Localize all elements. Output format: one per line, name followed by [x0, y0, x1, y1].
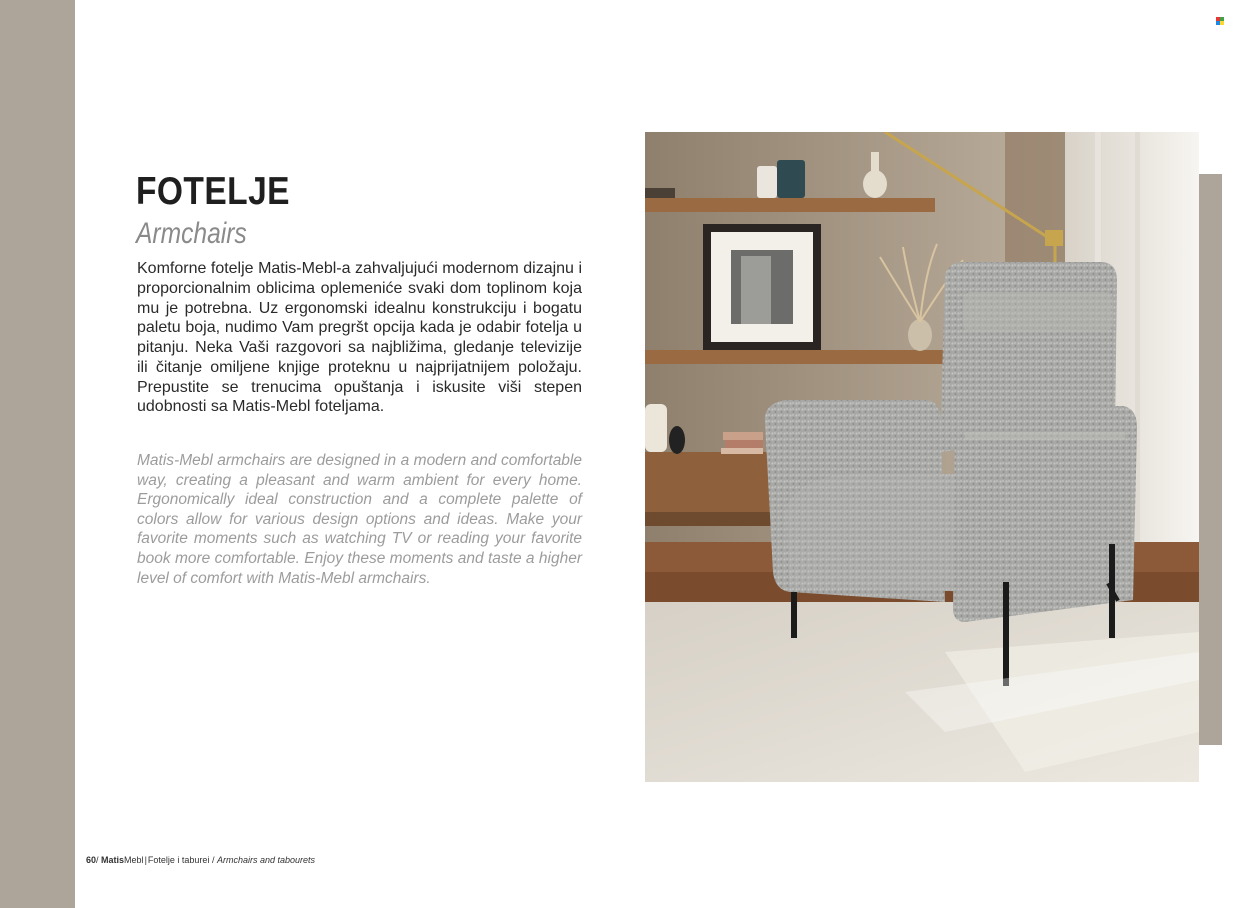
right-accent-band — [1199, 174, 1222, 745]
page-number: 60 — [86, 855, 97, 865]
page-subtitle: Armchairs — [136, 217, 247, 250]
description-english: Matis-Mebl armchairs are designed in a modern and comfortable way, creating a pleasant and warm ambient for every home. Ergonomically ideal construction and a complete palette of colors allow for various design options and ideas. Make your favorite moments such as watching TV or reading your favorite book more comfortable. Enjoy these moments and taste a higher level of comfort with Matis-Mebl armchairs. — [137, 452, 582, 587]
brand-logo-mebl: Mebl — [124, 855, 144, 865]
footer-section-sr: Fotelje i taburei — [147, 855, 210, 865]
page-title: FOTELJE — [136, 170, 290, 213]
armchair-photo — [645, 132, 1199, 782]
brand-logo-matis: Matis — [101, 855, 125, 865]
footer-section-en: Armchairs and tabourets — [216, 855, 316, 865]
page-footer: 60/ MatisMebl|Fotelje i taburei / Armchairs and tabourets — [86, 855, 316, 865]
corner-color-logo-icon — [1216, 17, 1225, 26]
description-serbian: Komforne fotelje Matis-Mebl-a zahvaljujući modernom dizajnu i proporcionalnim oblicima oplemeniće svaki dom toplinom koja mu je potrebna. Uz ergonomski idealnu konstrukciju i bogatu paletu boja, nudimo Vam pregršt opcija kada je odabir fotelja u pitanju. Neka Vaši razgovori sa najbližima, gledanje televizije ili čitanje omiljene knjige proteknu u najprijatnijem položaju. Prepustite se trenucima opuštanja i iskusite viši stepen udobnosti sa Matis-Mebl foteljama. — [137, 260, 582, 416]
left-accent-band — [0, 0, 75, 908]
